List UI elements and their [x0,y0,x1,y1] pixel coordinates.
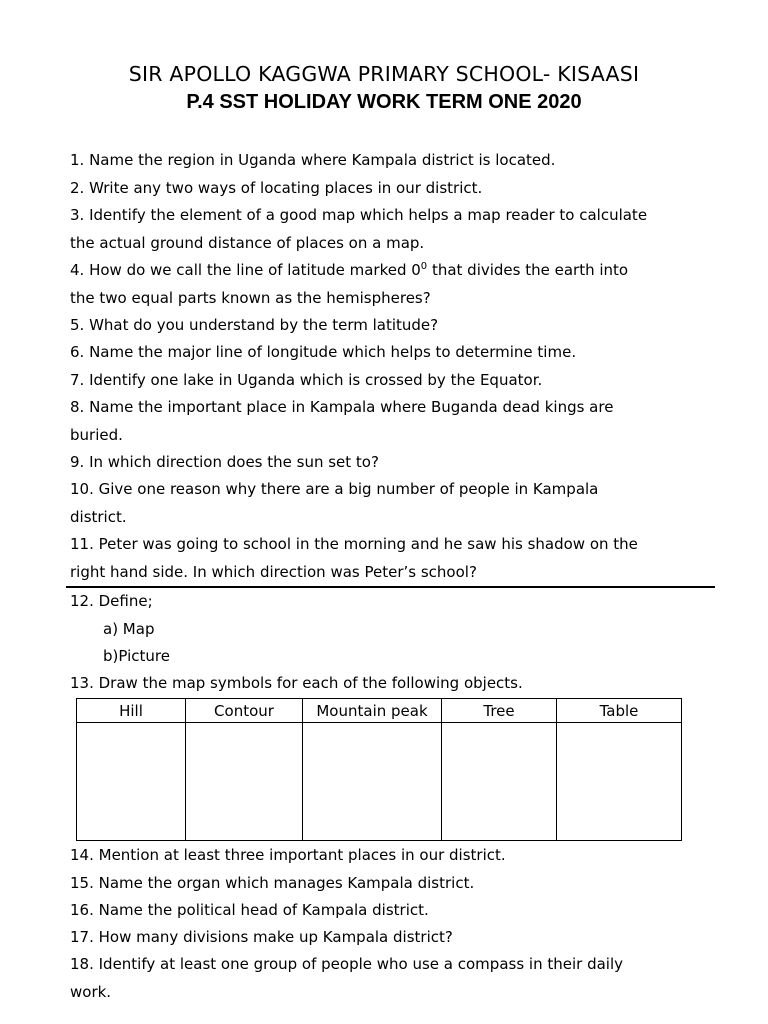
question-18-line-1: 18. Identify at least one group of people who use a compass in their daily [70,955,623,973]
drawing-cell-hill [77,723,186,841]
question-9: 9. In which direction does the sun set to? [70,453,379,471]
question-18-line-2: work. [70,983,112,1001]
drawing-cell-tree [442,723,557,841]
question-1: 1. Name the region in Uganda where Kampala district is located. [70,151,556,169]
header-contour: Contour [186,699,303,723]
drawing-cell-mountain-peak [303,723,442,841]
header-table: Table [557,699,682,723]
question-15: 15. Name the organ which manages Kampala district. [70,874,475,892]
question-13: 13. Draw the map symbols for each of the following objects. [70,674,523,692]
question-4-text-start: 4. How do we call the line of latitude marked 0 [70,261,421,279]
question-4-line-2: the two equal parts known as the hemispheres? [70,289,431,307]
drawing-row [77,723,682,841]
question-11-line-2: right hand side. In which direction was Peter’s school? [70,563,477,581]
drawing-cell-contour [186,723,303,841]
question-4-line-1 [70,260,628,280]
question-8-line-1: 8. Name the important place in Kampala where Buganda dead kings are [70,398,614,416]
school-title: SIR APOLLO KAGGWA PRIMARY SCHOOL- KISAASI [128,62,640,86]
question-10-line-1: 10. Give one reason why there are a big number of people in Kampala [70,480,599,498]
table-header-row [77,699,682,723]
question-6: 6. Name the major line of longitude which helps to determine time. [70,343,577,361]
question-4-text-end: that divides the earth into [427,261,629,279]
question-3-line-2: the actual ground distance of places on a map. [70,234,425,252]
question-8-line-2: buried. [70,426,123,444]
question-12-part-a: a) Map [103,620,155,638]
header-tree: Tree [442,699,557,723]
question-3-line-1: 3. Identify the element of a good map which helps a map reader to calculate [70,206,648,224]
divider-line [66,586,715,588]
header-hill: Hill [77,699,186,723]
question-2: 2. Write any two ways of locating places in our district. [70,179,483,197]
map-symbols-table [76,698,682,841]
question-14: 14. Mention at least three important places in our district. [70,846,506,864]
worksheet-subtitle: P.4 SST HOLIDAY WORK TERM ONE 2020 [186,91,582,113]
question-12: 12. Define; [70,592,153,610]
question-11-line-1: 11. Peter was going to school in the morning and he saw his shadow on the [70,535,638,553]
question-5: 5. What do you understand by the term latitude? [70,316,439,334]
header-mountain-peak: Mountain peak [303,699,442,723]
question-12-part-b: b)Picture [103,647,170,665]
question-7: 7. Identify one lake in Uganda which is crossed by the Equator. [70,371,543,389]
question-17: 17. How many divisions make up Kampala district? [70,928,453,946]
question-10-line-2: district. [70,508,127,526]
question-16: 16. Name the political head of Kampala district. [70,901,429,919]
drawing-cell-table [557,723,682,841]
degree-superscript: 0 [420,261,428,272]
